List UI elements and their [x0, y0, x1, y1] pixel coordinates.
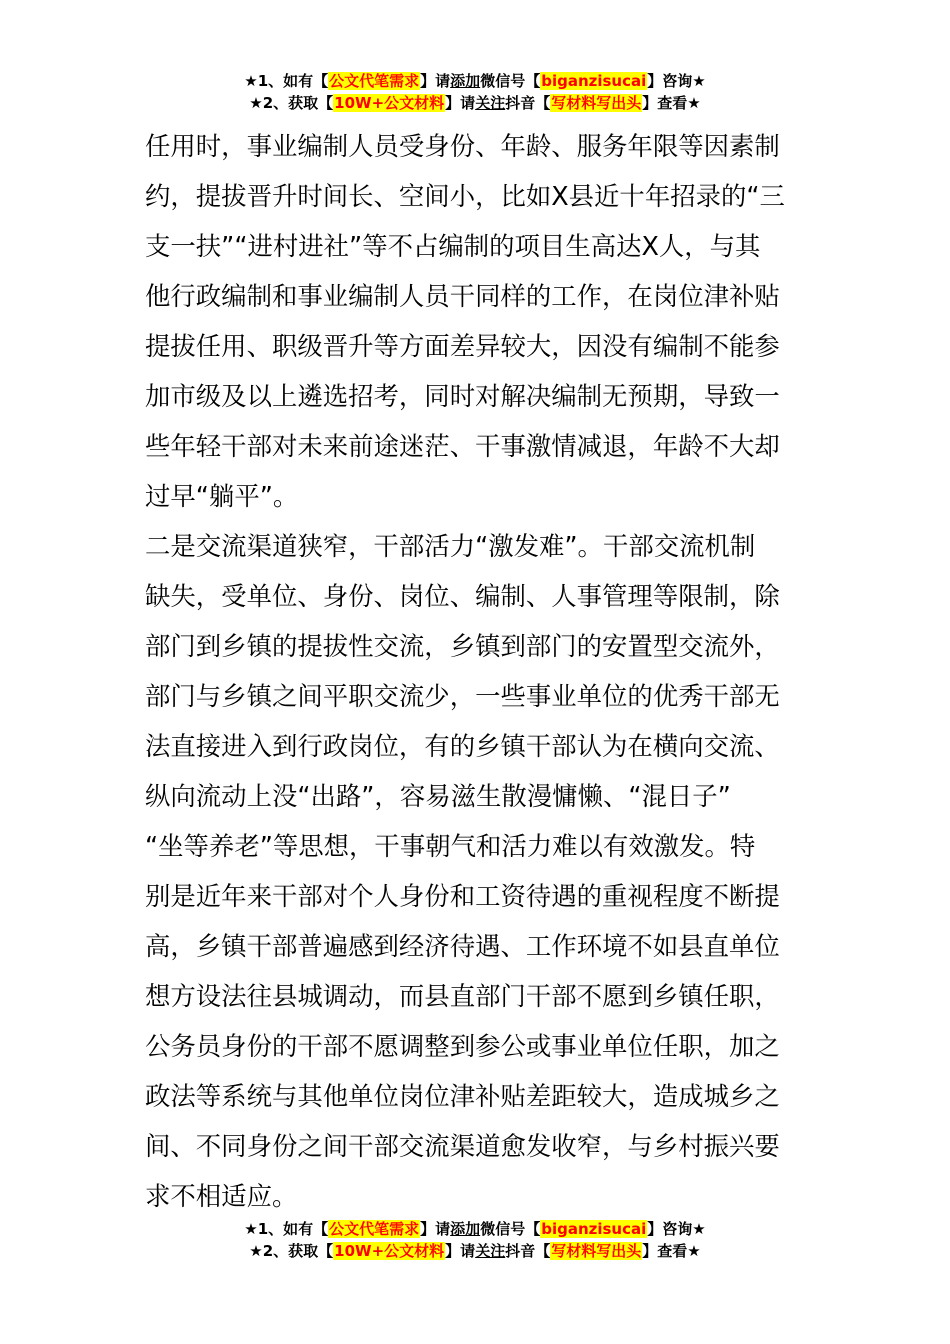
- promo-text: 1、如有【: [257, 72, 329, 90]
- star-icon: ★: [249, 1242, 263, 1260]
- body-text-line: 高，乡镇干部普遍感到经济待遇、工作环境不如县直单位: [145, 931, 780, 961]
- body-text-line: 支一扶”“进村进社”等不占编制的项目生高达X人，与其: [145, 231, 761, 261]
- body-text-line: 缺失，受单位、身份、岗位、编制、人事管理等限制，除: [145, 581, 780, 611]
- promo-text: 1、如有【: [257, 1220, 329, 1238]
- promo-text: 】咨询: [647, 72, 693, 90]
- body-text-line: 求不相适应。: [145, 1181, 298, 1211]
- promo-text: 2、获取【: [262, 94, 334, 112]
- highlight-douyin-account: 写材料写出头: [551, 1242, 642, 1260]
- promo-text: 】请: [445, 1242, 476, 1260]
- star-icon: ★: [249, 94, 263, 112]
- promo-line-2: [0, 92, 950, 114]
- star-icon: ★: [692, 1220, 706, 1238]
- promo-text: 】请: [445, 94, 476, 112]
- highlight-service: 公文代笔需求: [329, 72, 420, 90]
- star-icon: ★: [244, 72, 258, 90]
- body-text-line: 法直接进入到行政岗位，有的乡镇干部认为在横向交流、: [145, 731, 780, 761]
- top-promo-banner: [0, 70, 950, 114]
- body-text-line: 些年轻干部对未来前途迷茫、干事激情减退，年龄不大却: [145, 431, 780, 461]
- bottom-promo-banner: [0, 1218, 950, 1262]
- body-text-line: 约，提拔晋升时间长、空间小，比如X县近十年招录的“三: [145, 181, 785, 211]
- highlight-service: 公文代笔需求: [329, 1220, 420, 1238]
- promo-text-emphasis: 关注: [475, 94, 506, 112]
- promo-text: 】查看: [642, 94, 688, 112]
- body-text-line: 政法等系统与其他单位岗位津补贴差距较大，造成城乡之: [145, 1081, 780, 1111]
- body-text-line: “坐等养老”等思想，干事朝气和活力难以有效激发。特: [145, 831, 756, 861]
- promo-line-2: [0, 1240, 950, 1262]
- document-body: [145, 121, 810, 1221]
- promo-text-emphasis: 添加: [450, 72, 481, 90]
- promo-text-emphasis: 添加: [450, 1220, 481, 1238]
- promo-line-1: [0, 70, 950, 92]
- body-text-line: 加市级及以上遴选招考，同时对解决编制无预期，导致一: [145, 381, 780, 411]
- body-text-line: 他行政编制和事业编制人员干同样的工作，在岗位津补贴: [145, 281, 780, 311]
- body-text-line: 提拔任用、职级晋升等方面差异较大，因没有编制不能参: [145, 331, 780, 361]
- star-icon: ★: [687, 94, 701, 112]
- body-text-line: 纵向流动上没“出路”，容易滋生散漫慵懒、“混日子”: [145, 781, 731, 811]
- highlight-materials: 10W+公文材料: [334, 1242, 445, 1260]
- promo-text: 】咨询: [647, 1220, 693, 1238]
- promo-text: 微信号【: [480, 1220, 541, 1238]
- body-text-line: 想方设法往县城调动，而县直部门干部不愿到乡镇任职，: [145, 981, 780, 1011]
- highlight-douyin-account: 写材料写出头: [551, 94, 642, 112]
- body-text-line: 部门到乡镇的提拔性交流，乡镇到部门的安置型交流外，: [145, 631, 780, 661]
- body-text-line: 部门与乡镇之间平职交流少，一些事业单位的优秀干部无: [145, 681, 780, 711]
- promo-text: 】请: [420, 1220, 451, 1238]
- promo-text: 2、获取【: [262, 1242, 334, 1260]
- promo-line-1: [0, 1218, 950, 1240]
- body-text-line: 二是交流渠道狭窄，干部活力“激发难”。干部交流机制: [145, 531, 756, 561]
- body-text-line: 间、不同身份之间干部交流渠道愈发收窄，与乡村振兴要: [145, 1131, 780, 1161]
- body-text-line: 任用时，事业编制人员受身份、年龄、服务年限等因素制: [145, 131, 780, 161]
- highlight-materials: 10W+公文材料: [334, 94, 445, 112]
- body-text-line: 别是近年来干部对个人身份和工资待遇的重视程度不断提: [145, 881, 780, 911]
- body-text-line: 过早“躺平”。: [145, 481, 299, 511]
- promo-text: 】请: [420, 72, 451, 90]
- star-icon: ★: [687, 1242, 701, 1260]
- promo-text: 抖音【: [505, 94, 551, 112]
- star-icon: ★: [692, 72, 706, 90]
- promo-text-emphasis: 关注: [475, 1242, 506, 1260]
- body-text-line: 公务员身份的干部不愿调整到参公或事业单位任职，加之: [145, 1031, 780, 1061]
- promo-text: 抖音【: [505, 1242, 551, 1260]
- promo-text: 】查看: [642, 1242, 688, 1260]
- highlight-wechat-id: biganzisucai: [541, 72, 647, 90]
- highlight-wechat-id: biganzisucai: [541, 1220, 647, 1238]
- promo-text: 微信号【: [480, 72, 541, 90]
- star-icon: ★: [244, 1220, 258, 1238]
